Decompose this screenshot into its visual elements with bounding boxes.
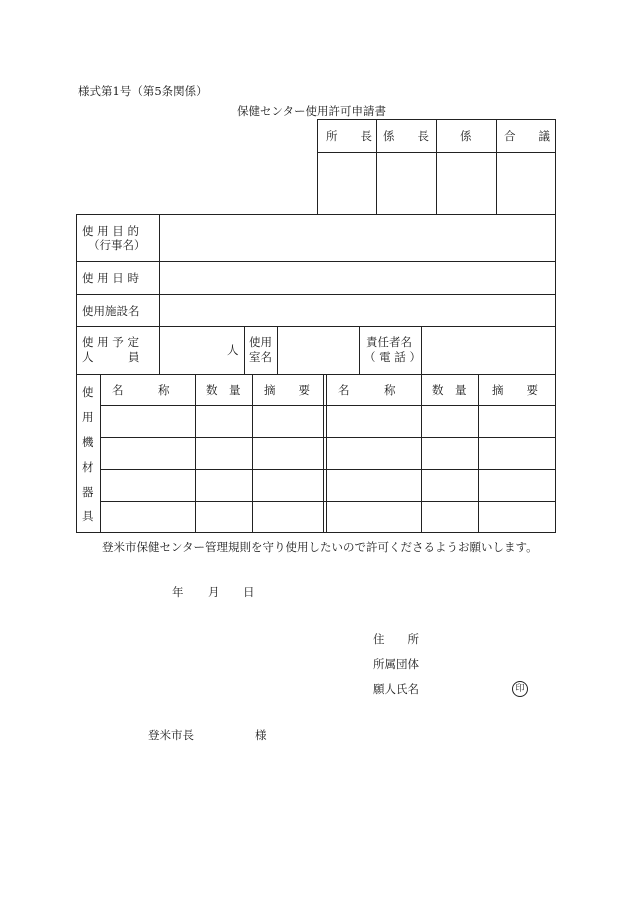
equip-header-note-2: 摘 要 — [492, 383, 538, 397]
equipment-side-2: 機 — [82, 435, 94, 449]
label-datetime: 使 用 日 時 — [82, 271, 139, 285]
form-number: 様式第1号（第5条関係） — [78, 84, 208, 98]
addressee-honorific: 様 — [255, 728, 267, 742]
label-room: 使用 — [249, 335, 272, 349]
date-month: 月 — [208, 585, 220, 599]
equipment-side-0: 使 — [82, 385, 94, 399]
label-people-count: 人 員 — [82, 350, 140, 364]
label-address: 住 所 — [373, 632, 419, 646]
equip-header-note-1: 摘 要 — [264, 383, 310, 397]
label-purpose: 使 用 目 的 — [82, 224, 139, 238]
date-year: 年 — [172, 585, 184, 599]
approval-col-director: 所 長 — [326, 129, 372, 143]
label-organization: 所属団体 — [373, 657, 419, 671]
addressee: 登米市長 — [148, 728, 194, 742]
label-facility: 使用施設名 — [82, 304, 140, 318]
equipment-side-4: 器 — [82, 485, 94, 499]
label-applicant-name: 願人氏名 — [373, 682, 419, 696]
label-room-name: 室名 — [249, 350, 272, 364]
label-people: 使 用 予 定 — [82, 335, 139, 349]
approval-col-council: 合 議 — [504, 129, 550, 143]
equipment-side-5: 具 — [82, 509, 94, 523]
request-text: 登米市保健センター管理規則を守り使用したいので許可くださるようお願いします。 — [102, 540, 538, 554]
label-phone: （ 電 話 ） — [364, 350, 421, 364]
equip-header-qty-1: 数 量 — [206, 383, 241, 397]
label-event-name: （行事名） — [88, 238, 146, 252]
equipment-side-3: 材 — [82, 460, 94, 474]
seal-icon: 印 — [512, 681, 528, 697]
equip-header-name-2: 名 称 — [338, 383, 396, 397]
approval-col-chief: 係 長 — [383, 129, 429, 143]
approval-col-staff: 係 — [460, 129, 472, 143]
equipment-side-1: 用 — [82, 410, 94, 424]
date-day: 日 — [243, 585, 255, 599]
equip-header-qty-2: 数 量 — [432, 383, 467, 397]
page-title: 保健センター使用許可申請書 — [237, 104, 387, 118]
equip-header-name-1: 名 称 — [112, 383, 170, 397]
label-responsible: 責任者名 — [366, 335, 412, 349]
people-unit: 人 — [227, 343, 239, 357]
